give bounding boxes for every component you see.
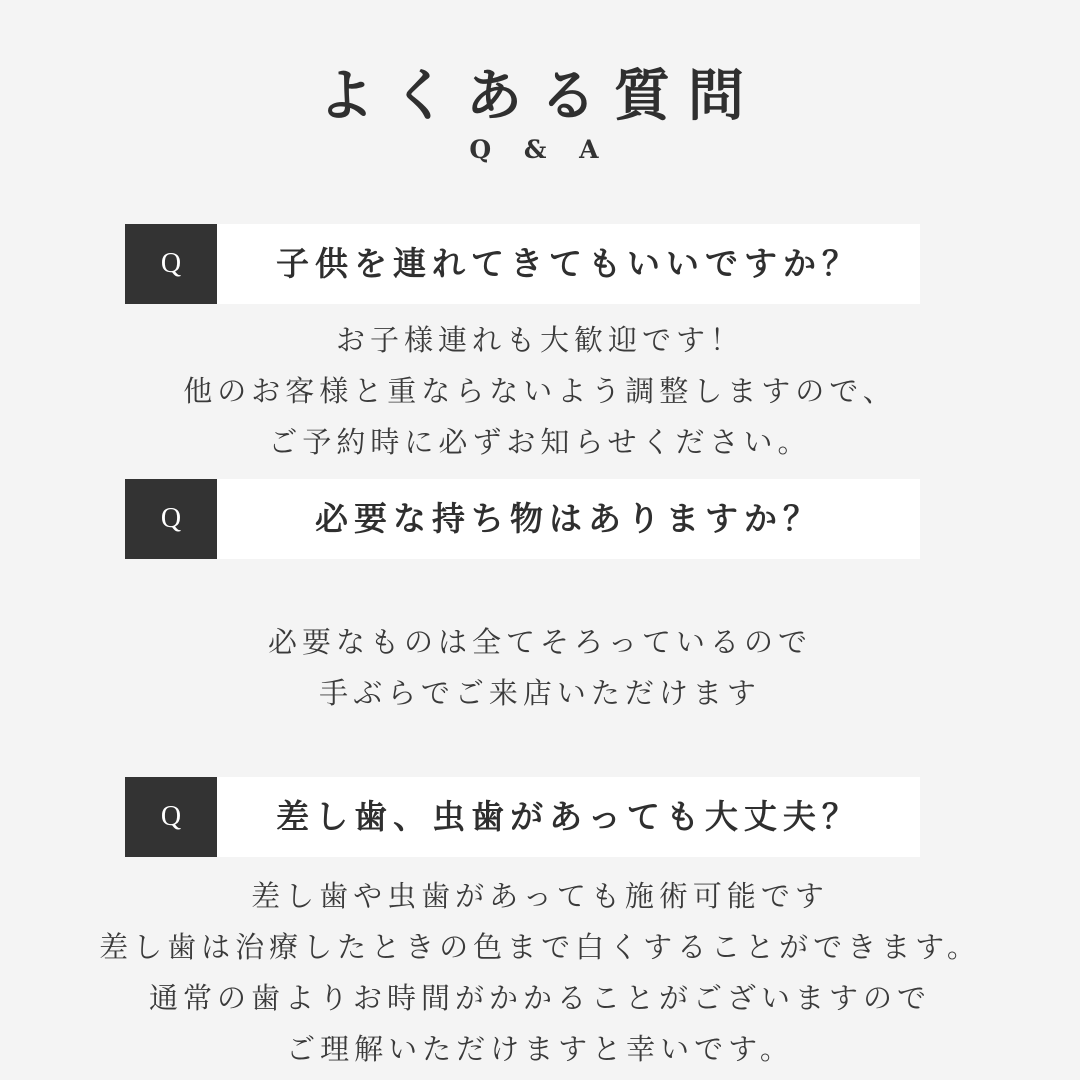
faq-answer — [0, 617, 1080, 719]
question-text: 差し歯、虫歯があっても大丈夫？ — [276, 797, 861, 836]
answer-line: 必要なものは全てそろっているので — [267, 625, 812, 659]
answer-line: ご理解いただけますと幸いです。 — [286, 1032, 794, 1066]
answer-line: ご予約時に必ずお知らせください。 — [268, 425, 812, 459]
faq-answer — [0, 871, 1080, 1075]
question-marker: Q — [125, 777, 217, 857]
question-marker: Q — [125, 224, 217, 304]
answer-line: 手ぶらでご来店いただけます — [319, 676, 761, 710]
faq-answer — [0, 315, 1080, 468]
answer-line: 差し歯は治療したときの色まで白くすることができます。 — [99, 930, 981, 964]
faq-question-bar — [125, 224, 920, 304]
question-text: 子供を連れてきてもいいですか？ — [276, 244, 861, 283]
question-text: 必要な持ち物はありますか？ — [315, 499, 822, 538]
question-marker: Q — [125, 479, 217, 559]
answer-line: 差し歯や虫歯があっても施術可能です — [251, 879, 829, 913]
answer-line: 通常の歯よりお時間がかかることがございますので — [148, 981, 931, 1015]
page-title: よくある質問 — [318, 63, 762, 129]
faq-question-bar — [125, 777, 920, 857]
answer-line: お子様連れも大歓迎です！ — [335, 323, 744, 357]
page-subtitle: Q & A — [469, 135, 611, 164]
answer-line: 他のお客様と重ならないよう調整しますので、 — [183, 374, 897, 408]
faq-question-bar — [125, 479, 920, 559]
